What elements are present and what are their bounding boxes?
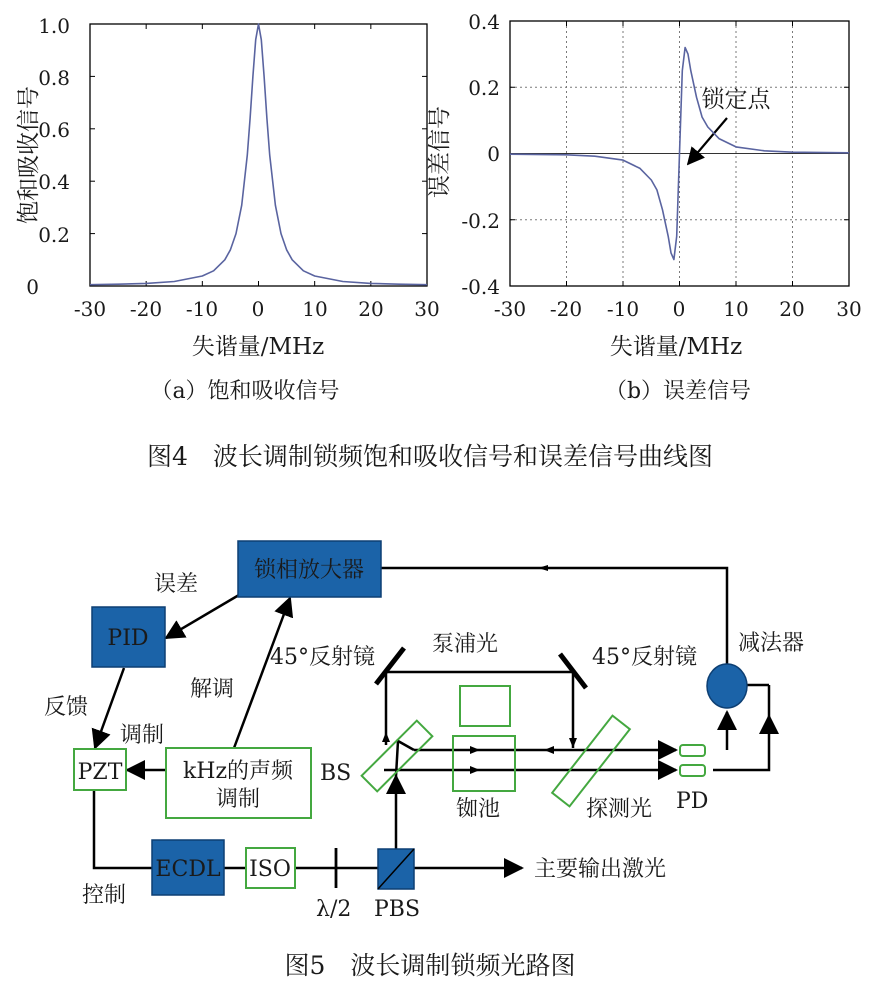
chart-a [16, 14, 440, 404]
chart-a-xtick: 10 [302, 297, 328, 321]
cell-text: 铷池 [456, 797, 501, 822]
khz-label-line1: kHz的声频 [182, 759, 294, 784]
chart-a-xtick: 30 [414, 297, 440, 321]
pd-text: PD [676, 789, 709, 814]
lock-point-annotation: 锁定点 [701, 87, 771, 113]
output-text: 主要输出激光 [534, 857, 667, 882]
chart-a-ytick: 1.0 [38, 14, 70, 38]
ecdl-label: ECDL [155, 857, 221, 882]
chart-a-ytick: 0.6 [38, 118, 70, 142]
chart-b-xtick: -10 [606, 297, 640, 321]
pzt-label: PZT [77, 760, 123, 785]
chart-a-ytick: 0.4 [38, 170, 70, 194]
chart-b [427, 10, 862, 404]
beam-arrow [544, 746, 554, 754]
feedback-text: 反馈 [44, 695, 89, 720]
optical-diagram [44, 541, 804, 922]
chart-b-ytick: -0.2 [461, 209, 500, 233]
beam-arrow [538, 565, 548, 571]
chart-b-ytick: 0.2 [468, 76, 500, 100]
pbs-text: PBS [374, 897, 421, 922]
chart-a-ytick: 0 [26, 275, 39, 299]
series-line [90, 24, 427, 285]
figure4-caption: 图4 波长调制锁频饱和吸收信号和误差信号曲线图 [147, 442, 713, 471]
probe-plate [552, 716, 630, 807]
chart-b-ylabel: 误差信号 [427, 106, 453, 198]
chart-b-ytick: -0.4 [461, 275, 500, 299]
demodulation-text: 解调 [190, 677, 235, 702]
pd-upper [680, 745, 705, 756]
lockin-label: 锁相放大器 [253, 558, 365, 583]
beam-arrow [470, 766, 480, 774]
chart-a-xtick: -20 [129, 297, 163, 321]
error-line [166, 592, 244, 638]
chart-b-xtick: -20 [549, 297, 583, 321]
khz-label-line2: 调制 [215, 787, 261, 812]
bs-text: BS [320, 761, 352, 786]
chart-b-xtick: 10 [723, 297, 749, 321]
chart-a-ytick: 0.8 [38, 66, 70, 90]
chart-b-ytick: 0.4 [468, 10, 500, 34]
pd-lower [680, 765, 705, 776]
signal-lines [94, 568, 769, 868]
chart-b-xlabel: 失谐量/MHz [609, 334, 743, 360]
beam-arrow [569, 738, 577, 748]
rubidium-cell-box [453, 736, 515, 791]
beam-arrow [470, 746, 480, 754]
chart-a-ytick: 0.2 [38, 223, 70, 247]
figure5-caption: 图5 波长调制锁频光路图 [284, 951, 576, 980]
pid-label: PID [107, 626, 149, 651]
chart-b-xtick: 0 [672, 297, 686, 321]
reference-cell-box [460, 686, 510, 726]
halfwave-text: λ/2 [316, 897, 352, 922]
chart-a-ticks [90, 24, 427, 286]
mirror-right-text: 45°反射镜 [592, 645, 697, 670]
error-text: 误差 [154, 572, 199, 597]
chart-a-xtick: -30 [73, 297, 107, 321]
chart-b-xtick: 20 [779, 297, 805, 321]
chart-b-ytick: 0 [487, 142, 500, 166]
chart-a-xtick: 0 [251, 297, 265, 321]
mirror-left-text: 45°反射镜 [270, 645, 375, 670]
control-text: 控制 [82, 883, 127, 908]
chart-a-caption: （a）饱和吸收信号 [150, 379, 340, 404]
beam-arrow [382, 732, 390, 742]
chart-b-xtick: 30 [836, 297, 862, 321]
probe-text: 探测光 [586, 797, 653, 822]
chart-a-xtick: -10 [185, 297, 219, 321]
beam-arrows [382, 565, 577, 774]
chart-b-caption: （b）误差信号 [604, 379, 752, 404]
pump-text: 泵浦光 [432, 632, 499, 657]
chart-a-ylabel: 饱和吸收信号 [16, 86, 42, 224]
iso-label: ISO [249, 857, 291, 882]
mirror-left [376, 648, 404, 684]
subtractor-circle [707, 664, 747, 708]
pd2-sub-line [713, 716, 769, 770]
control-line [94, 790, 152, 868]
chart-a-xtick: 20 [358, 297, 384, 321]
chart-b-xtick: -30 [493, 297, 527, 321]
subtractor-text: 减法器 [738, 631, 805, 656]
modulation-text: 调制 [120, 723, 165, 748]
chart-a-xlabel: 失谐量/MHz [191, 334, 325, 360]
demod-line [234, 598, 290, 748]
chart-a-frame [90, 24, 427, 286]
